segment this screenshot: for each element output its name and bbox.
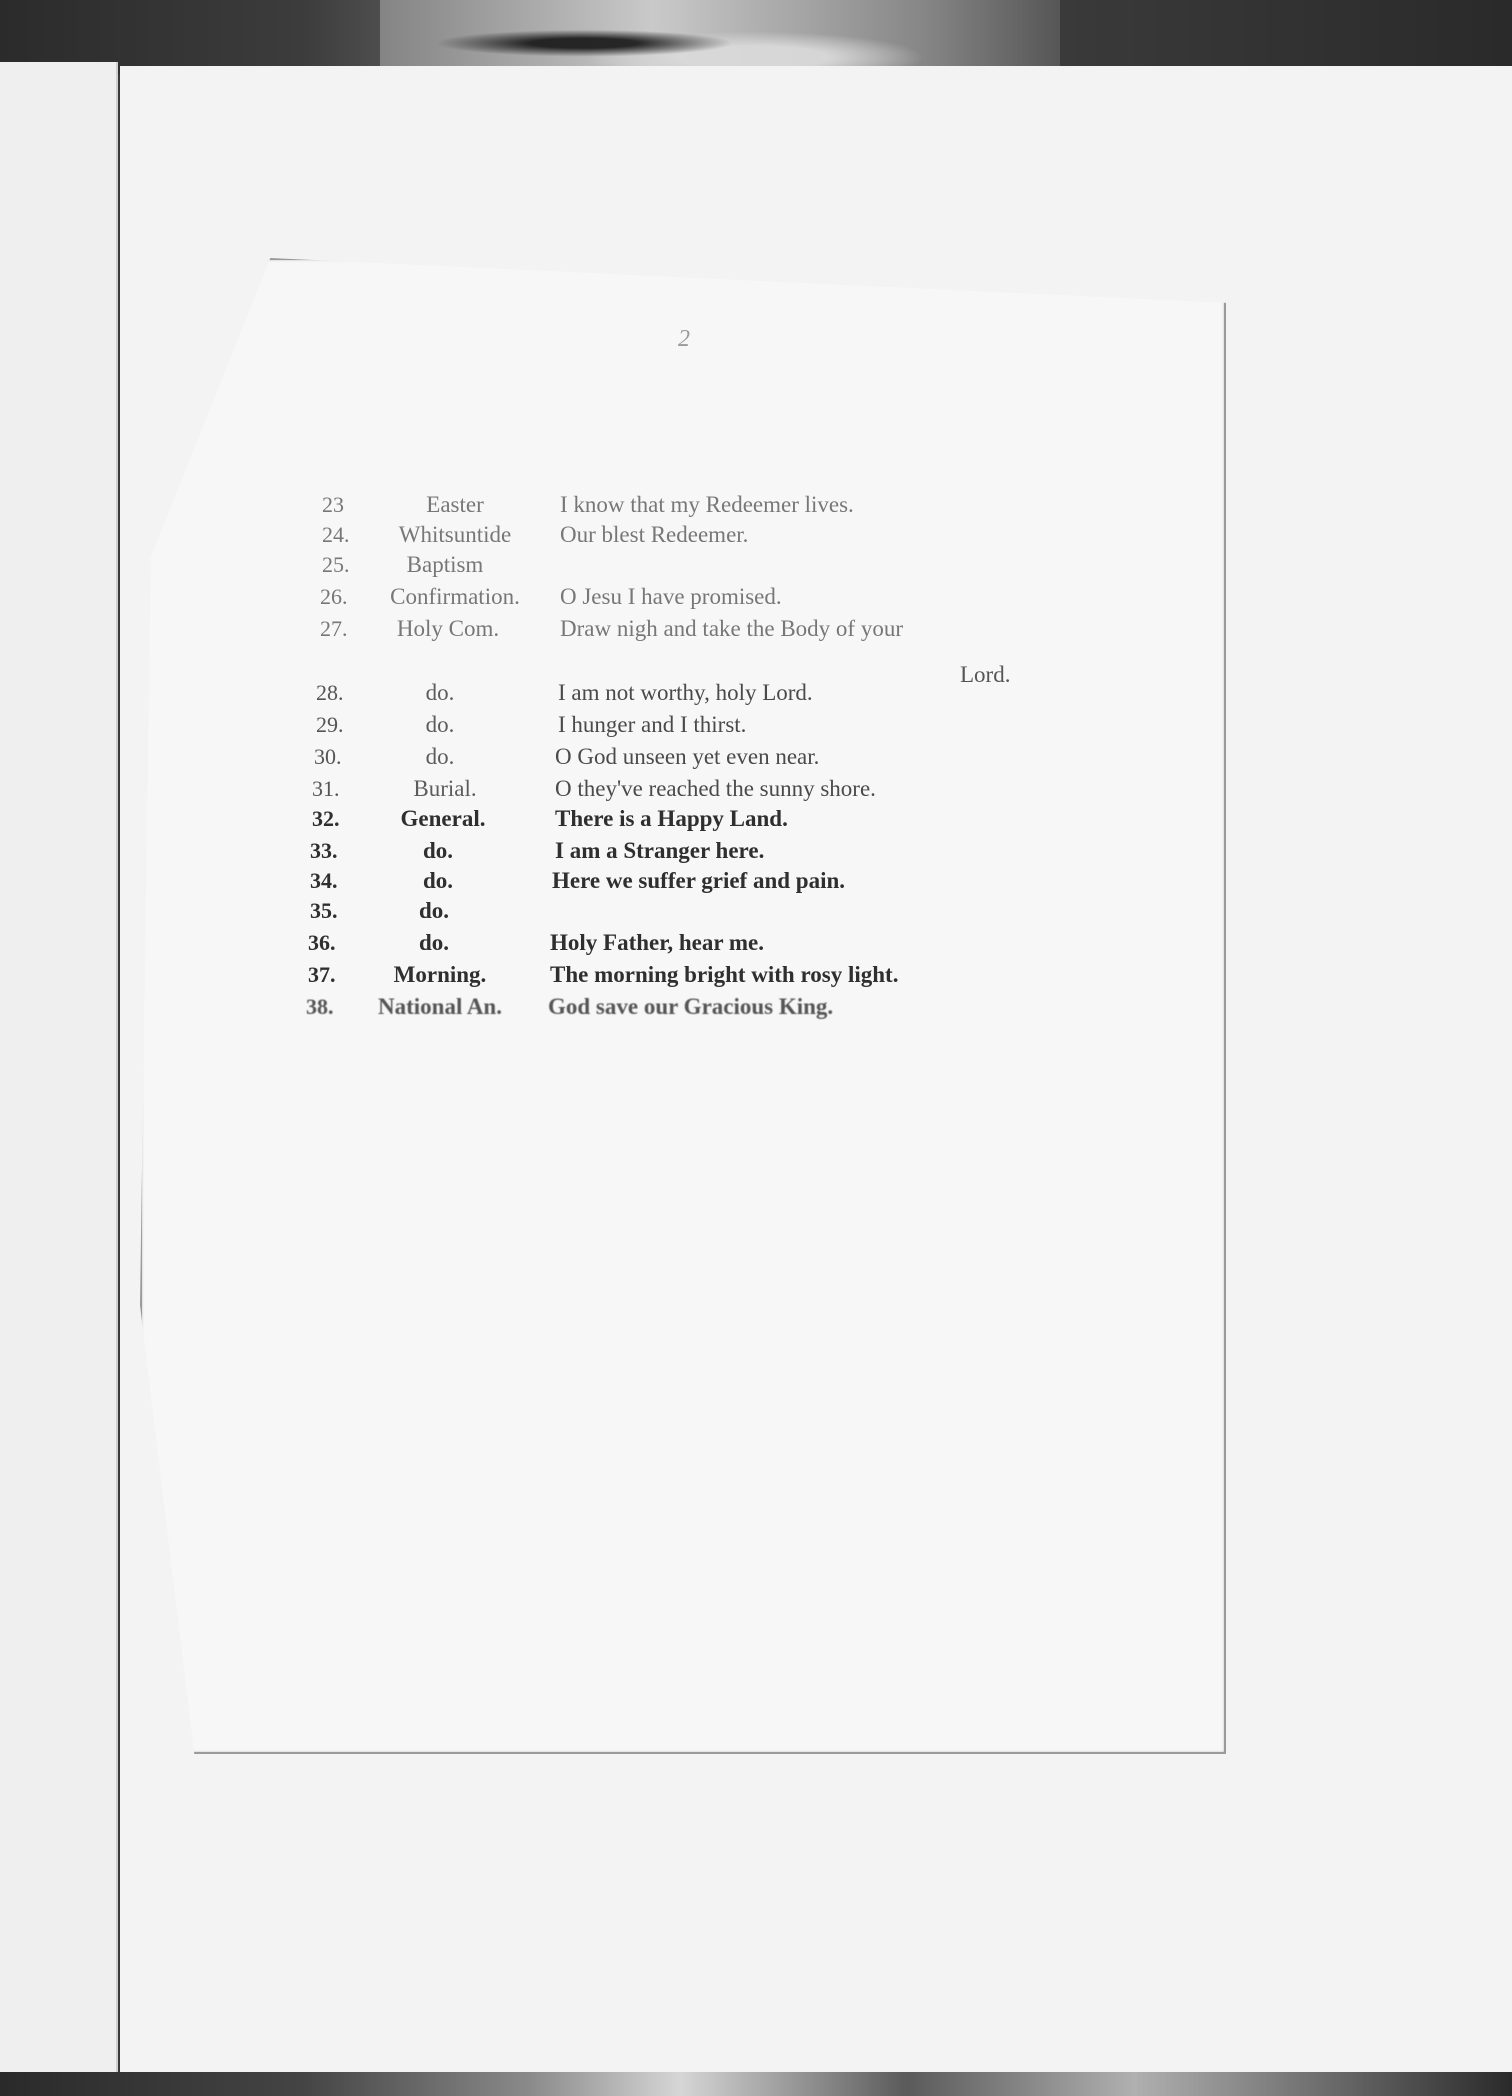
entry-hymn: O Jesu I have promised. bbox=[560, 584, 782, 609]
page-number: 2 bbox=[678, 326, 690, 352]
entry-hymn: Our blest Redeemer. bbox=[560, 522, 749, 547]
entry-occasion: do. bbox=[422, 868, 454, 893]
list-item bbox=[0, 930, 1512, 960]
entry-hymn: O they've reached the sunny shore. bbox=[555, 776, 876, 801]
entry-hymn: The morning bright with rosy light. bbox=[550, 962, 899, 987]
entry-occasion: Confirmation. bbox=[390, 584, 520, 609]
entry-number: 29. bbox=[316, 712, 344, 737]
entry-hymn: I know that my Redeemer lives. bbox=[560, 492, 854, 517]
entry-occasion: Holy Com. bbox=[396, 616, 500, 641]
entry-occasion: do. bbox=[425, 744, 455, 769]
entry-occasion: do. bbox=[425, 712, 455, 737]
entry-number: 36. bbox=[308, 930, 336, 955]
list-item bbox=[0, 492, 1512, 522]
list-item bbox=[0, 962, 1512, 992]
list-item bbox=[0, 616, 1512, 646]
entry-occasion: do. bbox=[418, 930, 450, 955]
entry-number: 28. bbox=[316, 680, 344, 705]
entry-number: 35. bbox=[310, 898, 338, 923]
entry-hymn: Holy Father, hear me. bbox=[550, 930, 764, 955]
entry-hymn-continuation: Lord. bbox=[960, 662, 1011, 687]
list-item bbox=[0, 712, 1512, 742]
list-item bbox=[0, 584, 1512, 614]
entry-number: 23 bbox=[322, 492, 344, 517]
entry-occasion: Burial. bbox=[413, 776, 477, 801]
entry-hymn: I am a Stranger here. bbox=[555, 838, 765, 863]
list-item bbox=[0, 744, 1512, 774]
entry-occasion: Easter bbox=[426, 492, 484, 517]
list-item bbox=[0, 806, 1512, 836]
entry-hymn: Draw nigh and take the Body of your bbox=[560, 616, 904, 641]
list-item bbox=[0, 898, 1512, 928]
entry-occasion: do. bbox=[422, 838, 454, 863]
entry-hymn: O God unseen yet even near. bbox=[555, 744, 820, 769]
entry-hymn: Here we suffer grief and pain. bbox=[552, 868, 846, 893]
entry-occasion: Morning. bbox=[393, 962, 487, 987]
entry-number: 27. bbox=[320, 616, 348, 641]
entry-hymn: I am not worthy, holy Lord. bbox=[558, 680, 813, 705]
entry-occasion: National An. bbox=[378, 994, 502, 1019]
list-item bbox=[0, 552, 1512, 582]
entry-occasion: Whitsuntide bbox=[398, 522, 512, 547]
entry-number: 34. bbox=[310, 868, 338, 893]
entry-number: 26. bbox=[320, 584, 348, 609]
entry-hymn: God save our Gracious King. bbox=[548, 994, 834, 1019]
list-item bbox=[0, 776, 1512, 806]
list-item bbox=[0, 522, 1512, 552]
entry-hymn: There is a Happy Land. bbox=[555, 806, 788, 831]
entry-occasion: Baptism bbox=[406, 552, 484, 577]
entry-number: 37. bbox=[308, 962, 336, 987]
entry-occasion: General. bbox=[400, 806, 486, 831]
entry-number: 24. bbox=[322, 522, 350, 547]
entry-number: 32. bbox=[312, 806, 340, 831]
entry-number: 30. bbox=[314, 744, 342, 769]
list-item bbox=[0, 868, 1512, 898]
list-item bbox=[0, 680, 1512, 710]
list-item bbox=[0, 838, 1512, 868]
entry-number: 33. bbox=[310, 838, 338, 863]
entry-hymn: I hunger and I thirst. bbox=[558, 712, 747, 737]
entry-number: 31. bbox=[312, 776, 340, 801]
entry-occasion: do. bbox=[418, 898, 450, 923]
entry-occasion: do. bbox=[425, 680, 455, 705]
list-item bbox=[0, 994, 1512, 1024]
entry-number: 38. bbox=[306, 994, 334, 1019]
entry-number: 25. bbox=[322, 552, 350, 577]
